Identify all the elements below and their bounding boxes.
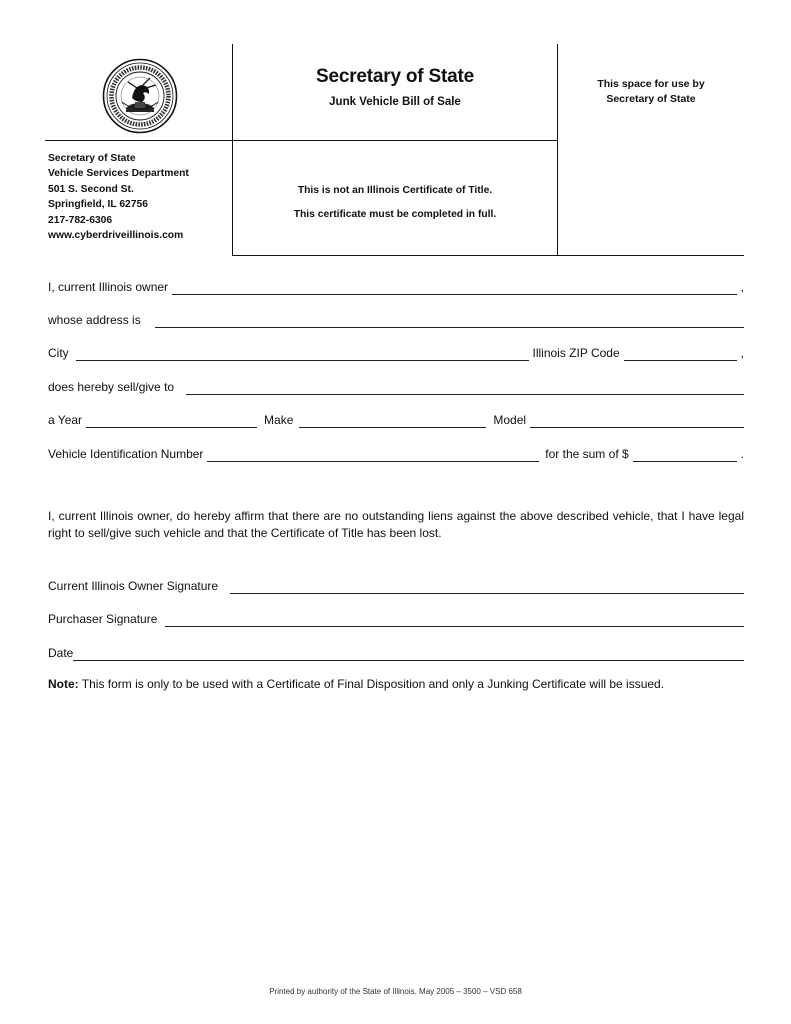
- affirmation-text: I, current Illinois owner, do hereby affirm that there are no outstanding liens against the above described vehicle, that I have legal right to sell/give such vehicle and that the Certificate of Title has been lost.: [48, 509, 744, 540]
- address-website: www.cyberdriveillinois.com: [48, 230, 184, 242]
- make-field[interactable]: [299, 413, 486, 428]
- vin-field[interactable]: [207, 447, 539, 462]
- date-row: [48, 643, 744, 661]
- address-row: [48, 310, 744, 328]
- form-note: [48, 677, 748, 691]
- header-divider-right: [557, 44, 558, 256]
- zip-field[interactable]: [624, 346, 737, 361]
- comma: ,: [740, 346, 744, 360]
- office-use-line1: This space for use by: [597, 78, 705, 90]
- comma: ,: [740, 280, 744, 294]
- year-label: a Year: [48, 413, 83, 427]
- purchaser-name-field[interactable]: [186, 380, 744, 395]
- page-title: Secretary of State: [316, 66, 474, 87]
- notice-line1: This is not an Illinois Certificate of Title.: [297, 185, 493, 196]
- print-authority-footer: Printed by authority of the State of Illinois. May 2005 – 3500 – VSD 658: [269, 987, 522, 996]
- note-label: Note:: [48, 677, 79, 691]
- address-line: Vehicle Services Department: [48, 168, 189, 180]
- date-field[interactable]: [73, 646, 744, 661]
- vehicle-row: [48, 410, 744, 428]
- sum-field[interactable]: [633, 447, 737, 462]
- note-text: This form is only to be used with a Certificate of Final Disposition and only a Junking Certificate will be issued.: [78, 677, 665, 691]
- address-label: whose address is: [48, 313, 141, 327]
- department-address: [48, 151, 189, 243]
- owner-label: I, current Illinois owner: [48, 280, 169, 294]
- header-rule-bottom: [232, 255, 744, 256]
- owner-address-field[interactable]: [155, 313, 744, 328]
- make-label: Make: [264, 413, 294, 427]
- date-label: Date: [48, 646, 74, 660]
- owner-row: [48, 277, 744, 295]
- address-line: Secretary of State: [48, 153, 136, 164]
- owner-signature-field[interactable]: [230, 579, 744, 594]
- address-line: Springfield, IL 62756: [48, 199, 148, 211]
- city-row: [48, 343, 744, 361]
- purchaser-signature-field[interactable]: [165, 612, 744, 627]
- office-use-line2: Secretary of State: [606, 93, 696, 105]
- sellgive-row: [48, 377, 744, 395]
- purchaser-signature-label: Purchaser Signature: [48, 612, 158, 626]
- form-title-block: [233, 66, 557, 108]
- model-label: Model: [493, 413, 527, 427]
- period: .: [740, 447, 744, 461]
- illinois-state-seal-icon: [102, 58, 178, 134]
- model-field[interactable]: [530, 413, 744, 428]
- address-line: 501 S. Second St.: [48, 183, 134, 195]
- city-label: City: [48, 346, 69, 360]
- header-rule-middle: [45, 140, 557, 141]
- owner-signature-row: [48, 576, 744, 594]
- owner-signature-label: Current Illinois Owner Signature: [48, 579, 219, 593]
- sum-label: for the sum of $: [545, 447, 629, 461]
- sellgive-label: does hereby sell/give to: [48, 380, 175, 394]
- owner-name-field[interactable]: [172, 280, 737, 295]
- vin-row: [48, 444, 744, 462]
- vin-label: Vehicle Identification Number: [48, 447, 204, 461]
- purchaser-signature-row: [48, 609, 744, 627]
- city-field[interactable]: [76, 346, 529, 361]
- notice-line2: This certificate must be completed in full.: [293, 209, 497, 220]
- year-field[interactable]: [86, 413, 257, 428]
- office-use-box: [558, 77, 744, 107]
- zip-label: Illinois ZIP Code: [532, 346, 620, 360]
- address-phone: 217-782-6306: [48, 214, 113, 226]
- title-notice: [233, 179, 557, 227]
- form-subtitle: Junk Vehicle Bill of Sale: [329, 96, 461, 108]
